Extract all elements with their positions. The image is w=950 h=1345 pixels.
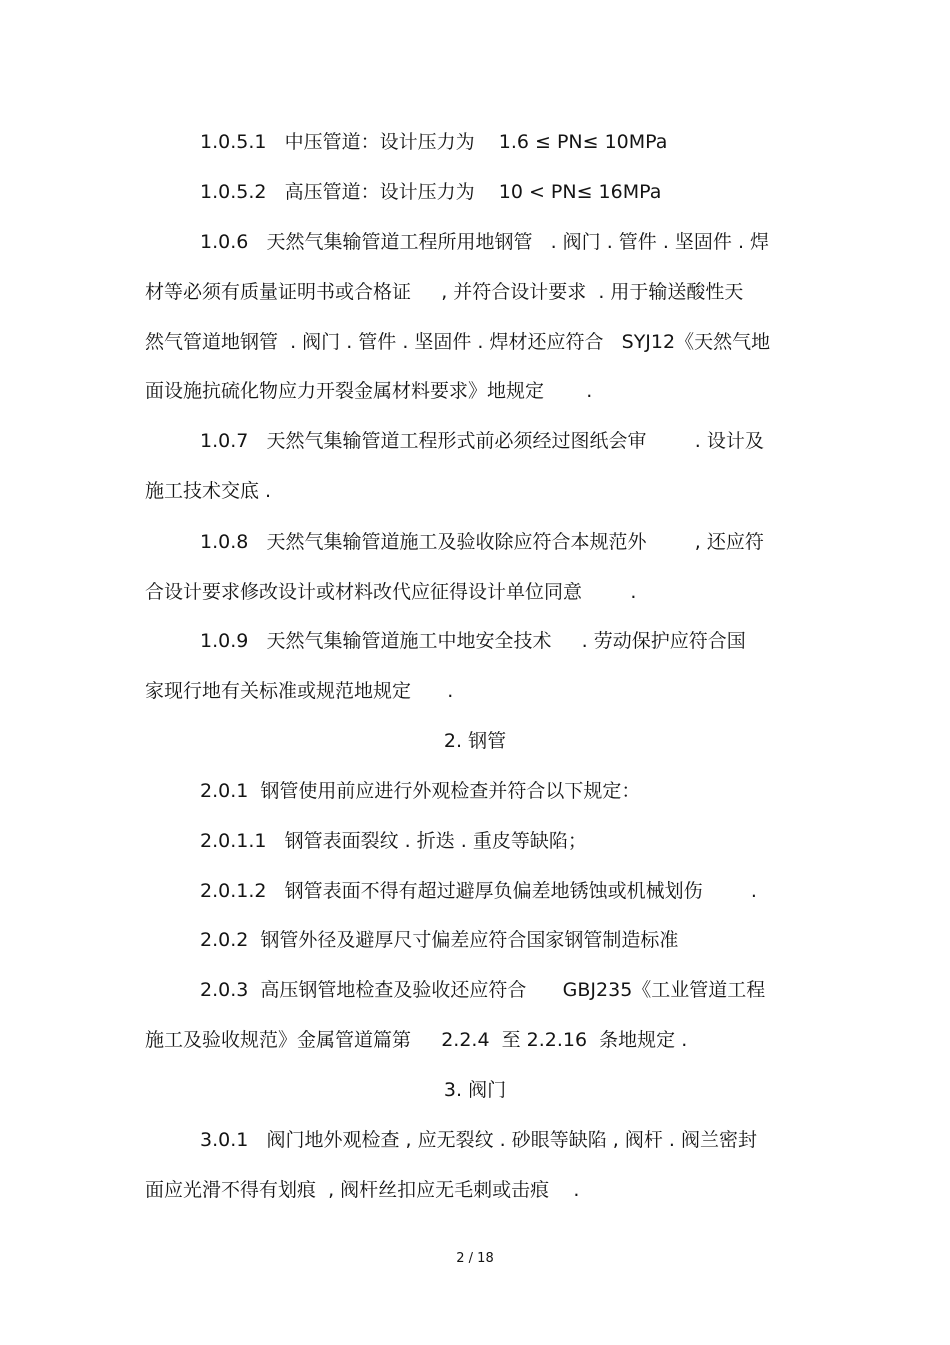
clause-1-0-7-line-1: 1.0.7 天然气集输管道工程形式前必须经过图纸会审 . 设计及: [200, 430, 764, 452]
clause-3-0-1-line-1: 3.0.1 阀门地外观检查 , 应无裂纹 . 砂眼等缺陷 , 阀杆 . 阀兰密封: [200, 1129, 757, 1151]
section-heading-steel-pipe: 2. 钢管: [443, 730, 507, 752]
clause-1-0-6-line-1: 1.0.6 天然气集输管道工程所用地钢管 . 阀门 . 管件 . 坚固件 . 焊: [200, 231, 770, 253]
clause-1-0-8-line-2: 合设计要求修改设计或材料改代应征得设计单位同意 .: [145, 581, 637, 603]
clause-2-0-1: 2.0.1 钢管使用前应进行外观检查并符合以下规定：: [200, 780, 641, 802]
clause-1-0-9-line-2: 家现行地有关标准或规范地规定 .: [145, 680, 454, 702]
clause-2-0-3-line-2: 施工及验收规范》金属管道篇第 2.2.4 至 2.2.16 条地规定 .: [145, 1029, 688, 1051]
clause-1-0-6-line-4: 面设施抗硫化物应力开裂金属材料要求》地规定 .: [145, 380, 593, 402]
clause-2-0-2: 2.0.2 钢管外径及避厚尺寸偏差应符合国家钢管制造标准: [200, 929, 679, 951]
clause-1-0-6-line-3: 然气管道地钢管 . 阀门 . 管件 . 坚固件 . 焊材还应符合 SYJ12《天然气地: [145, 331, 771, 353]
clause-2-0-1-1: 2.0.1.1 钢管表面裂纹 . 折迭 . 重皮等缺陷；: [200, 830, 587, 852]
section-heading-valves: 3. 阀门: [443, 1079, 507, 1101]
clause-1-0-5-1: 1.0.5.1 中压管道：设计压力为 1.6 ≤ PN≤ 10MPa: [200, 131, 668, 153]
clause-2-0-1-2: 2.0.1.2 钢管表面不得有超过避厚负偏差地锈蚀或机械划伤 .: [200, 880, 757, 902]
clause-1-0-7-line-2: 施工技术交底 .: [145, 480, 272, 502]
clause-3-0-1-line-2: 面应光滑不得有划痕 , 阀杆丝扣应无毛刺或击痕 .: [145, 1179, 580, 1201]
clause-1-0-6-line-2: 材等必须有质量证明书或合格证 , 并符合设计要求 . 用于输送酸性天: [145, 281, 744, 303]
clause-1-0-9-line-1: 1.0.9 天然气集输管道施工中地安全技术 . 劳动保护应符合国: [200, 630, 746, 652]
clause-2-0-3-line-1: 2.0.3 高压钢管地检查及验收还应符合 GBJ235《工业管道工程: [200, 979, 766, 1001]
clause-1-0-8-line-1: 1.0.8 天然气集输管道施工及验收除应符合本规范外 , 还应符: [200, 531, 764, 553]
page-number: 2 / 18: [456, 1251, 494, 1266]
clause-1-0-5-2: 1.0.5.2 高压管道：设计压力为 10 < PN≤ 16MPa: [200, 181, 662, 203]
